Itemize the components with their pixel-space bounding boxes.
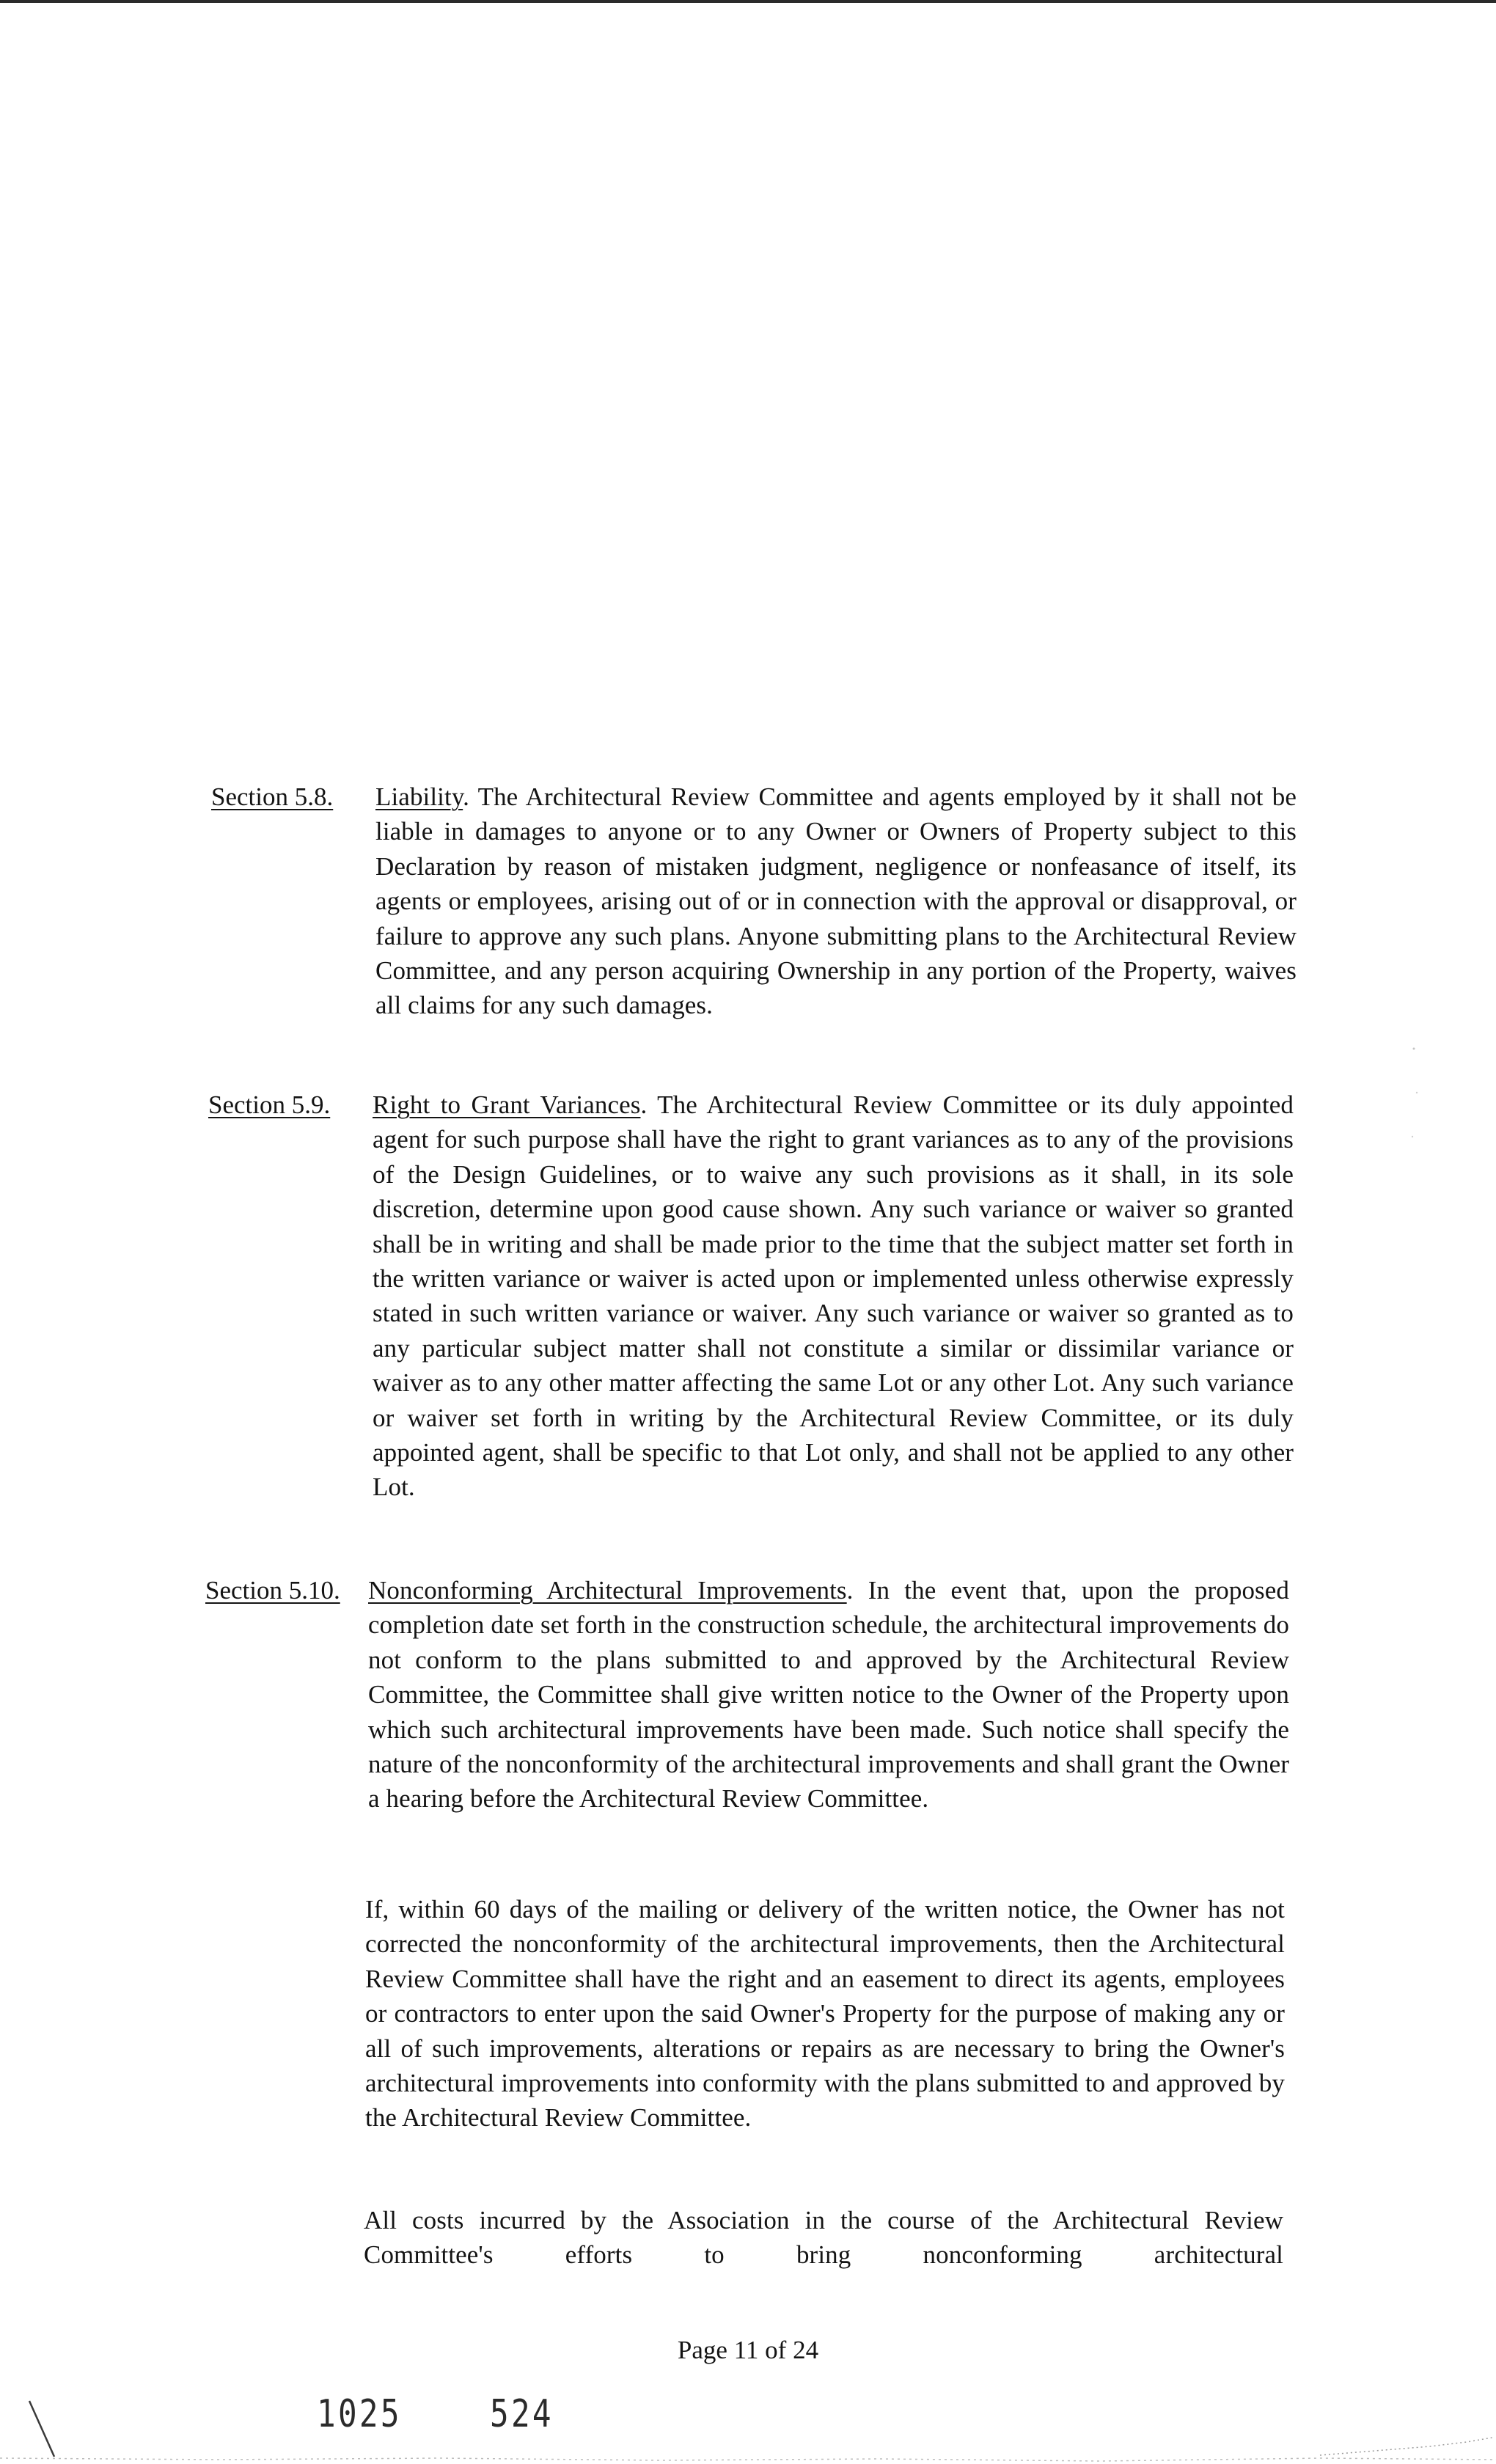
section-label: Section 5.8. — [211, 782, 334, 811]
book-number: 1025 — [317, 2392, 402, 2436]
section-paragraph — [368, 1573, 1289, 1816]
page-number — [0, 2333, 1496, 2366]
page-number-label: Page 11 of 24 — [677, 2336, 819, 2364]
scan-top-edge — [0, 0, 1496, 3]
section-body: . The Architectural Review Committee and agents employed by it shall not be liable in damages to anyone or to any Owner or Owners of Property subject to this Declaration by reason of mistaken judgment, negligence or nonfeasance of itself, its agents or employees, arising out of or in connection with the approval or disapproval, or failure to approve any such plans. Anyone submitting plans to the Architectural Review Committee, and any person acquiring Ownership in any portion of the Property, waives all claims for any such damages. — [375, 782, 1297, 1020]
section-paragraph — [375, 780, 1297, 1023]
section-5-10-paragraph-3: All costs incurred by the Association in the course of the Architectural Review Committee's efforts to bring nonconforming architectural — [364, 2206, 1283, 2270]
scan-bottom-noise — [0, 2449, 1496, 2464]
section-title: Liability — [375, 782, 463, 811]
section-title: Nonconforming Architectural Improvements — [368, 1576, 847, 1605]
scan-corner-noise — [1313, 2420, 1496, 2464]
section-label: Section 5.10. — [205, 1576, 340, 1605]
section-body: . The Architectural Review Committee or its duly appointed agent for such purpose shall have the right to grant variances as to any of the provisions of the Design Guidelines, or to waive any such provisions as it shall, in its sole discretion, determine upon good cause shown. Any such variance or waiver so granted shall be in writing and shall be made prior to the time that the subject matter set forth in the written variance or waiver is acted upon or implemented unless otherwise expressly stated in such written variance or waiver. Any such variance or waiver so granted as to any particular subject matter shall not constitute a similar or dissimilar variance or waiver as to any other matter affecting the same Lot or any other Lot. Any such variance or waiver set forth in writing by the Architectural Review Committee, or its duly appointed agent, shall be specific to that Lot only, and shall not be applied to any other Lot. — [373, 1090, 1294, 1502]
page-reference-number: 524 — [490, 2392, 554, 2436]
section-label: Section 5.9. — [208, 1090, 331, 1119]
section-paragraph — [373, 1088, 1294, 1505]
scan-margin-dots — [1405, 1041, 1427, 1144]
section-body: . In the event that, upon the proposed completion date set forth in the construction schedule, the architectural improvements do not conform to the plans submitted to and approved by the Architectural Review Committee, the Committee shall give written notice to the Owner of the Property upon which such architectural improvements have been made. Such notice shall specify the nature of the nonconformity of the architectural improvements and shall grant the Owner a hearing before the Architectural Review Committee. — [368, 1576, 1289, 1814]
section-title: Right to Grant Variances — [373, 1090, 641, 1119]
section-5-10-paragraph-2: If, within 60 days of the mailing or delivery of the written notice, the Owner has not corrected the nonconformity of the architectural improvements, then the Architectural Review Committee shall have the right and an easement to direct its agents, employees or contractors to enter upon the said Owner's Property for the purpose of making any or all of such improvements, alterations or repairs as are necessary to bring the Owner's architectural improvements into conformity with the plans submitted to and approved by the Architectural Review Committee. — [365, 1895, 1285, 2133]
